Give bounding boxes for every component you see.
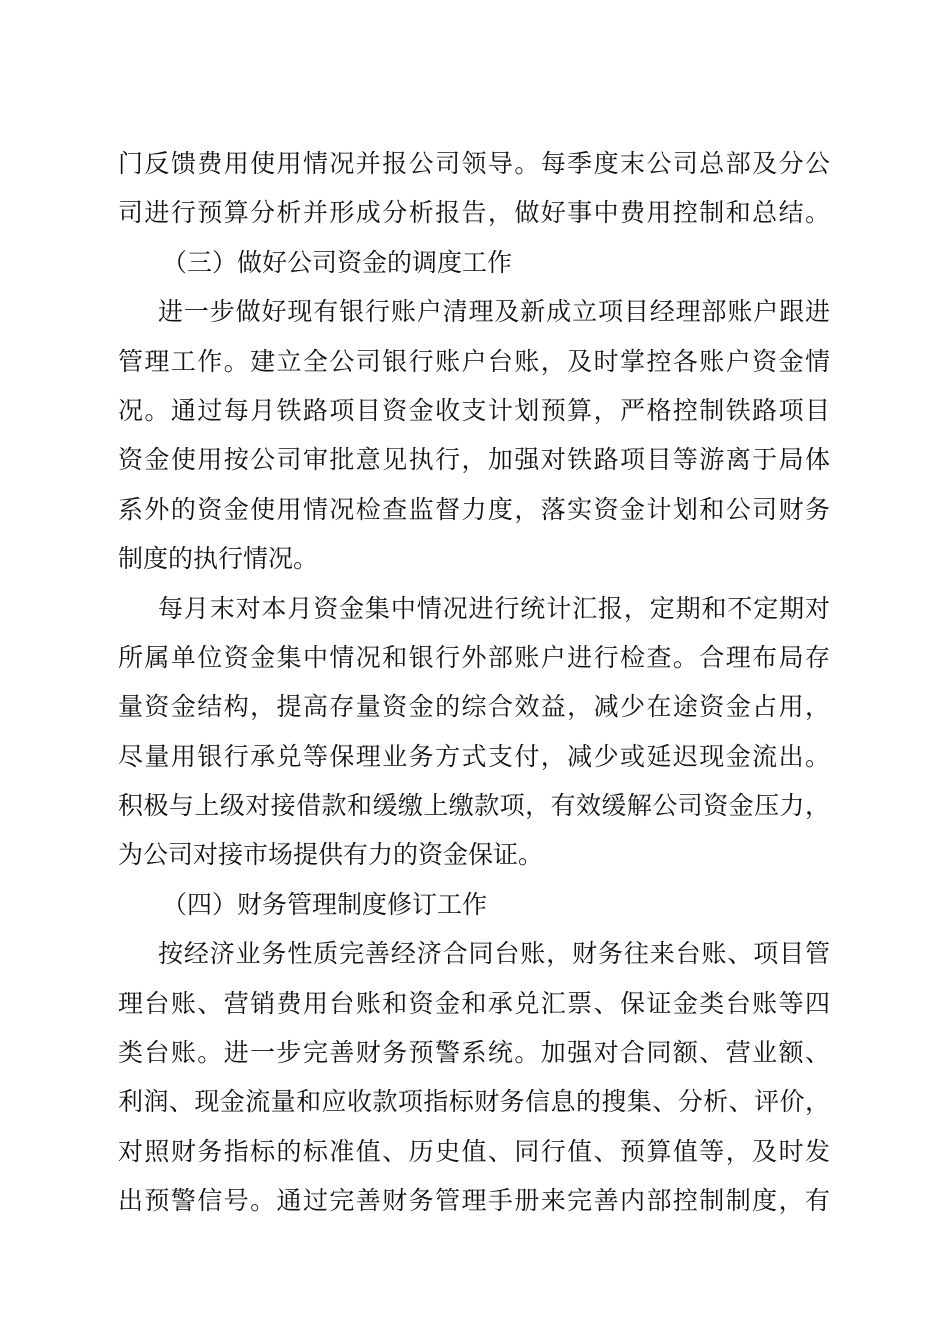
paragraph-line: 系外的资金使用情况检查监督力度，落实资金计划和公司财务 xyxy=(118,494,830,524)
paragraph-line: 积极与上级对接借款和缓缴上缴款项，有效缓解公司资金压力， xyxy=(118,791,830,821)
paragraph-line: 为公司对接市场提供有力的资金保证。 xyxy=(118,840,544,870)
paragraph-line: 类台账。进一步完善财务预警系统。加强对合同额、营业额、 xyxy=(118,1038,830,1068)
section-heading: （四）财务管理制度修订工作 xyxy=(162,889,488,919)
paragraph-line: 出预警信号。通过完善财务管理手册来完善内部控制制度，有 xyxy=(118,1186,830,1216)
paragraph-line: 制度的执行情况。 xyxy=(118,544,319,574)
paragraph-line: 资金使用按公司审批意见执行，加强对铁路项目等游离于局体 xyxy=(118,445,830,475)
paragraph-line: 进一步做好现有银行账户清理及新成立项目经理部账户跟进 xyxy=(158,297,830,327)
paragraph-line: 管理工作。建立全公司银行账户台账，及时掌控各账户资金情 xyxy=(118,346,830,376)
document-body xyxy=(118,139,830,1226)
paragraph-line: 尽量用银行承兑等保理业务方式支付，减少或延迟现金流出。 xyxy=(118,741,830,771)
paragraph-line: 理台账、营销费用台账和资金和承兑汇票、保证金类台账等四 xyxy=(118,988,830,1018)
paragraph-line: 每月末对本月资金集中情况进行统计汇报，定期和不定期对 xyxy=(158,593,830,623)
section-heading: （三）做好公司资金的调度工作 xyxy=(162,247,513,277)
paragraph-line: 况。通过每月铁路项目资金收支计划预算，严格控制铁路项目 xyxy=(118,395,830,425)
paragraph-line: 量资金结构，提高存量资金的综合效益，减少在途资金占用， xyxy=(118,692,830,722)
paragraph-line: 对照财务指标的标准值、历史值、同行值、预算值等，及时发 xyxy=(118,1136,830,1166)
paragraph-line: 利润、现金流量和应收款项指标财务信息的搜集、分析、评价， xyxy=(118,1087,830,1117)
paragraph-line: 司进行预算分析并形成分析报告，做好事中费用控制和总结。 xyxy=(118,198,830,228)
paragraph-line: 按经济业务性质完善经济合同台账，财务往来台账、项目管 xyxy=(158,939,830,969)
paragraph-line: 门反馈费用使用情况并报公司领导。每季度末公司总部及分公 xyxy=(118,149,830,178)
paragraph-line: 所属单位资金集中情况和银行外部账户进行检查。合理布局存 xyxy=(118,642,830,672)
